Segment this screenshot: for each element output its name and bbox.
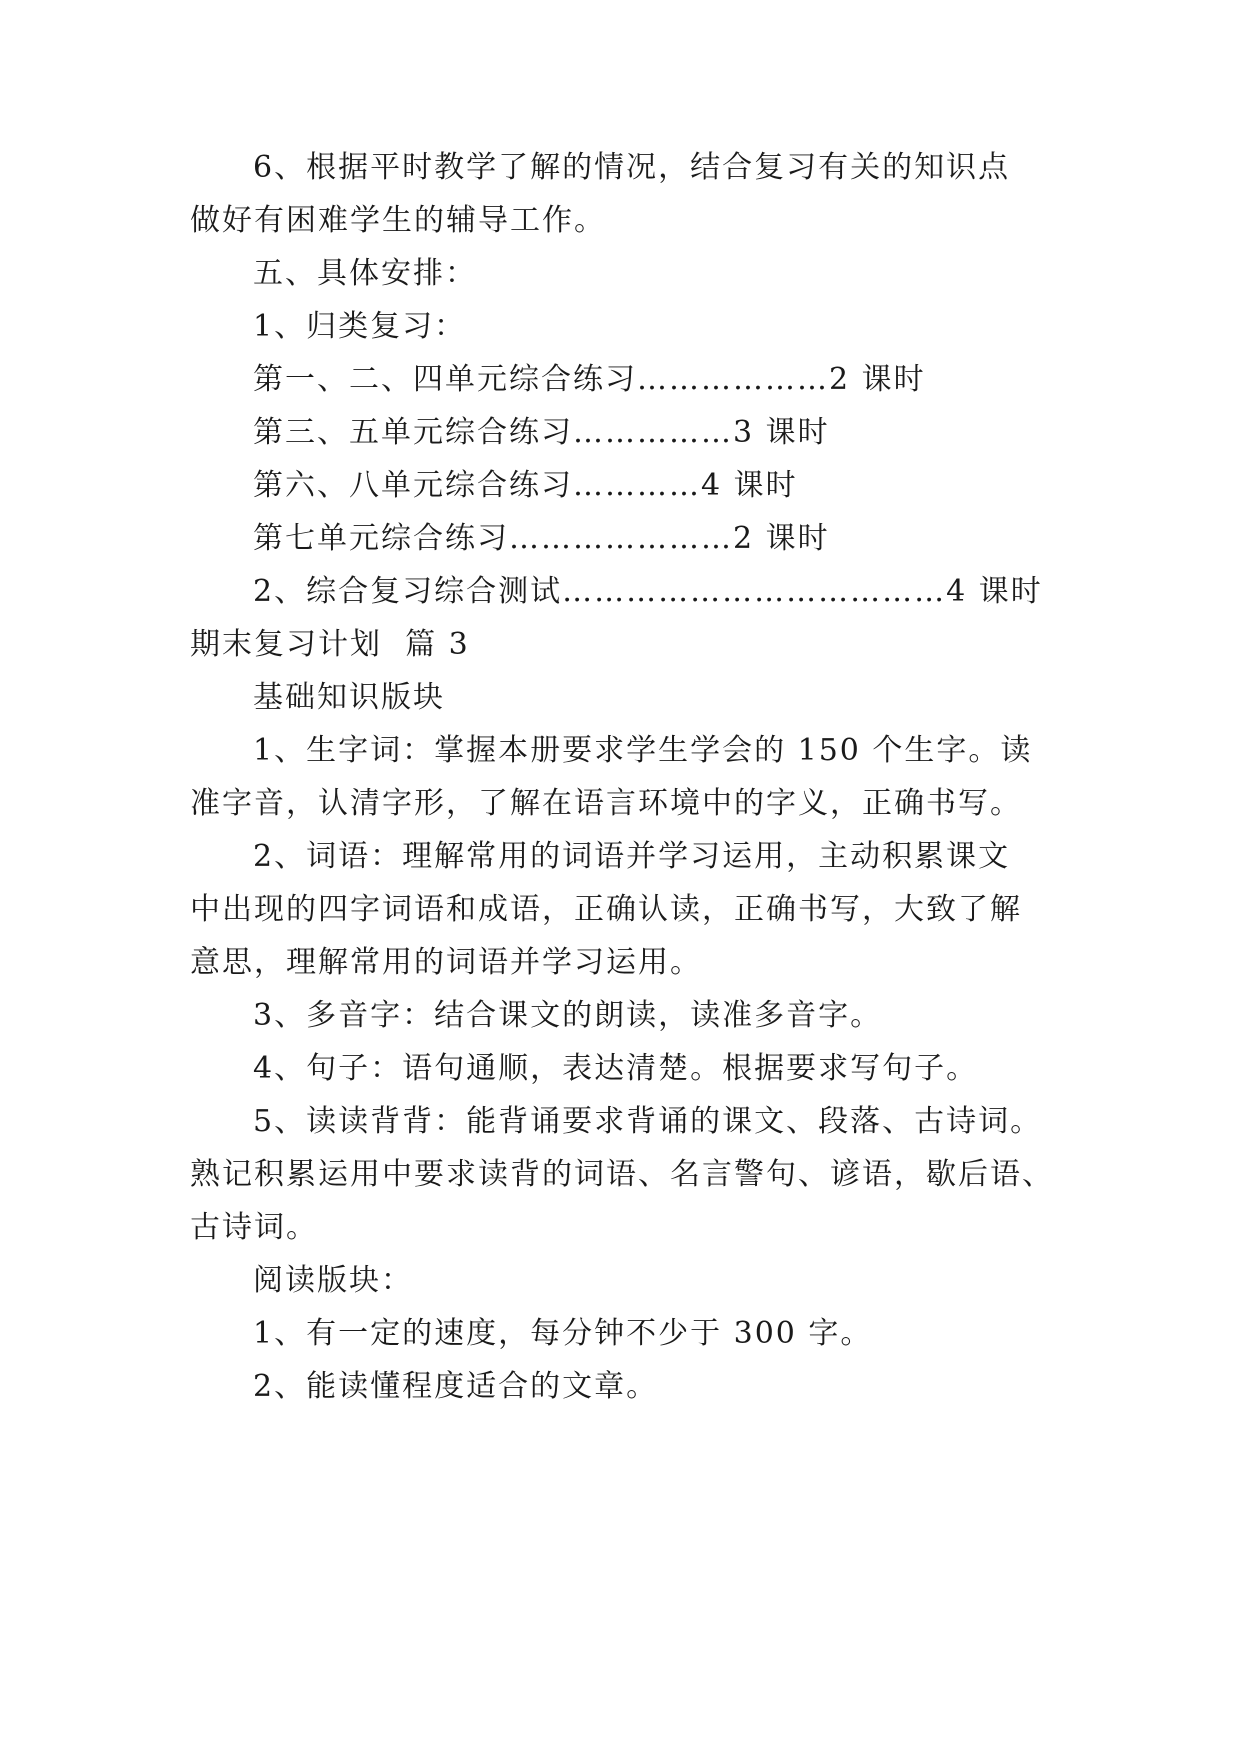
- paragraph-line: 做好有困难学生的辅导工作。: [190, 203, 606, 238]
- paragraph-line: 5、读读背背：能背诵要求背诵的课文、段落、古诗词。: [253, 1104, 1043, 1139]
- subsection-heading: 1、归类复习：: [253, 309, 467, 344]
- section-heading: 阅读版块：: [253, 1263, 413, 1298]
- paragraph-line: 4、句子：语句通顺，表达清楚。根据要求写句子。: [253, 1051, 979, 1086]
- schedule-item: 第七单元综合练习…………………2 课时: [253, 521, 830, 556]
- schedule-item: 2、综合复习综合测试………………………………4 课时: [253, 574, 1043, 609]
- paragraph-line: 中出现的四字词语和成语，正确认读，正确书写，大致了解: [190, 892, 1022, 927]
- paragraph-line: 古诗词。: [190, 1210, 318, 1245]
- document-title: 期末复习计划 篇 3: [190, 627, 470, 662]
- paragraph-line: 准字音，认清字形，了解在语言环境中的字义，正确书写。: [190, 786, 1022, 821]
- schedule-item: 第六、八单元综合练习…………4 课时: [253, 468, 798, 503]
- paragraph-line: 2、能读懂程度适合的文章。: [253, 1369, 659, 1404]
- paragraph-line: 1、生字词：掌握本册要求学生学会的 150 个生字。读: [253, 733, 1033, 768]
- section-heading: 五、具体安排：: [253, 256, 477, 291]
- paragraph-line: 意思，理解常用的词语并学习运用。: [190, 945, 702, 980]
- section-heading: 基础知识版块: [253, 680, 445, 715]
- paragraph-line: 3、多音字：结合课文的朗读，读准多音字。: [253, 998, 883, 1033]
- schedule-item: 第三、五单元综合练习……………3 课时: [253, 415, 830, 450]
- paragraph-line: 1、有一定的速度，每分钟不少于 300 字。: [253, 1316, 873, 1351]
- paragraph-line: 熟记积累运用中要求读背的词语、名言警句、谚语，歇后语、: [190, 1157, 1054, 1192]
- paragraph-line: 6、根据平时教学了解的情况，结合复习有关的知识点: [253, 150, 1011, 185]
- paragraph-line: 2、词语：理解常用的词语并学习运用，主动积累课文: [253, 839, 1011, 874]
- schedule-item: 第一、二、四单元综合练习………………2 课时: [253, 362, 926, 397]
